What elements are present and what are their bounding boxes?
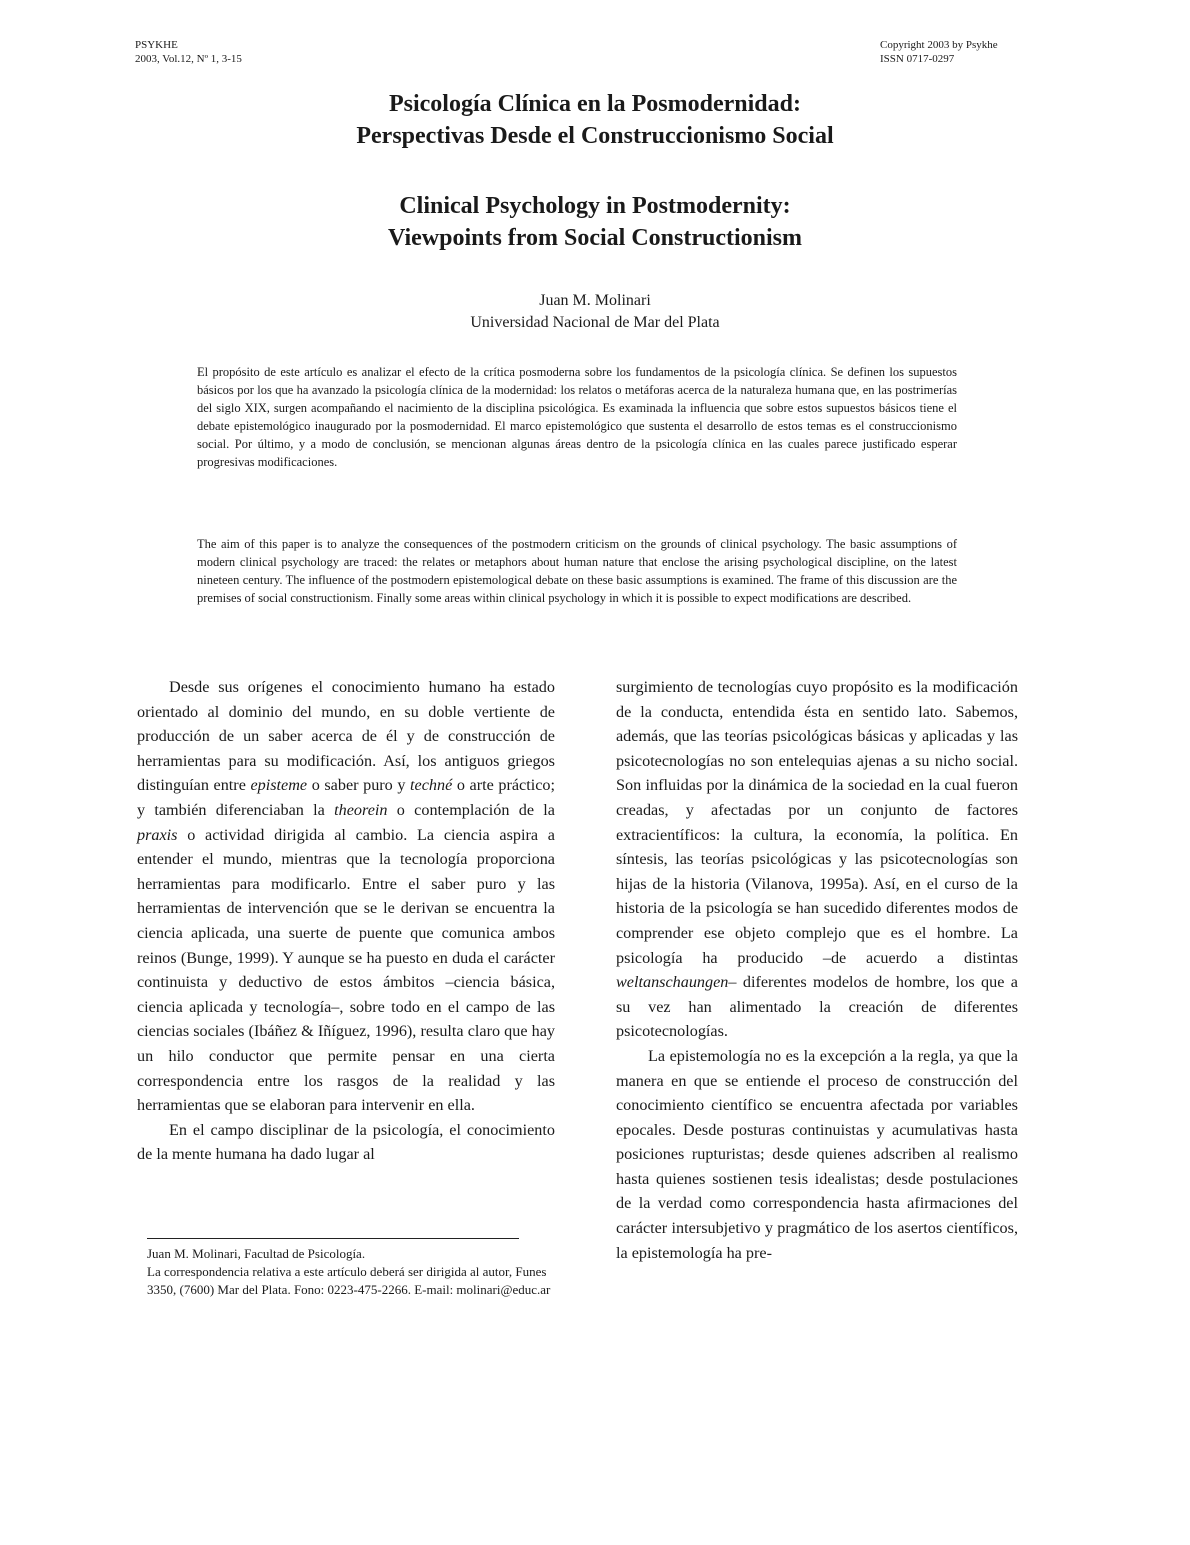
copyright-text: Copyright 2003 by Psykhe — [880, 39, 998, 51]
author-affiliation: Universidad Nacional de Mar del Plata — [470, 314, 720, 331]
abstract-spanish: El propósito de este artículo es analizar el efecto de la crítica posmoderna sobre los fundamentos de la psicología clínica. Se definen los supuestos básicos por los que ha avanzado la psicología clínica de la modernidad: los relatos o metáforas acerca de la naturaleza humana que, en las postrimerías del siglo XIX, surgen acompañando el nacimiento de la disciplina psicológica. Es examinada la influencia que sobre estos supuestos básicos tiene el debate epistemológico inaugurado por la posmodernidad. El marco epistemológico que sustenta el desarrollo de estos temas es el construccionismo social. Por último, y a modo de conclusión, se mencionan algunas áreas dentro de la psicología clínica en las cuales parece justificado esperar progresivas modificaciones. — [197, 365, 957, 469]
emphasis: praxis — [137, 825, 178, 844]
footnote — [147, 1245, 557, 1299]
body-column-left — [137, 675, 555, 1167]
author-name: Juan M. Molinari — [539, 292, 651, 309]
title-es-line2: Perspectivas Desde el Construccionismo Social — [356, 123, 834, 149]
footnote-divider — [147, 1238, 519, 1239]
abstract-english: The aim of this paper is to analyze the consequences of the postmodern criticism on the grounds of clinical psychology. The basic assumptions of modern clinical psychology are traced: the relates or metaphors about human nature that enclose the arising psychological discipline, on the latest nineteen century. The influence of the postmodern epistemological debate on these basic assumptions is examined. The frame of this discussion are the premises of social constructionism. Finally some areas within clinical psychology in which it is possible to expect modifications are described. — [197, 537, 957, 605]
issn-text: ISSN 0717-0297 — [880, 53, 955, 65]
emphasis: techné — [410, 776, 453, 795]
title-english — [0, 190, 1190, 254]
paragraph: En el campo disciplinar de la psicología, el conocimiento de la mente humana ha dado lugar al — [137, 1120, 555, 1164]
copyright-header — [880, 38, 998, 66]
footnote-line: Juan M. Molinari, Facultad de Psicología. — [147, 1246, 366, 1261]
paragraph: Desde sus orígenes el conocimiento humano ha estado orientado al dominio del mundo, en su doble vertiente de producción de un saber acerca de él y de construcción de herramientas para su modificación. Así, los antiguos griegos distinguían entre episteme o saber puro y techné o arte práctico; y también diferenciaban la theorein o contemplación de la praxis o actividad dirigida al cambio. La ciencia aspira a entender el mundo, mientras que la tecnología proporciona herramientas para modificarlo. Entre el saber puro y las herramientas de intervención que se le derivan se encuentra la ciencia aplicada, una suerte de puente que comunica ambos reinos (Bunge, 1999). Y aunque se ha puesto en duda el carácter continuista y deductivo de estos ámbitos –ciencia básica, ciencia aplicada y tecnología–, sobre todo en el campo de las ciencias sociales (Ibáñez & Iñíguez, 1996), resulta claro que hay un hilo conductor que permite pensar en una cierta correspondencia entre los rasgos de la realidad y las herramientas que se elaboran para intervenir en ella. — [137, 678, 556, 1115]
journal-header — [135, 38, 242, 66]
title-en-line1: Clinical Psychology in Postmodernity: — [399, 193, 791, 219]
author-block — [0, 290, 1190, 334]
volume-info: 2003, Vol.12, Nº 1, 3-15 — [135, 53, 242, 65]
title-en-line2: Viewpoints from Social Constructionism — [388, 225, 802, 251]
emphasis: theorein — [334, 800, 388, 819]
emphasis: weltanschaungen — [616, 973, 729, 992]
paragraph: surgimiento de tecnologías cuyo propósito es la modificación de la conducta, entendida ésta en sentido lato. Sabemos, además, que las teorías psicológicas básicas y aplicadas y las psicotecnologías no son entelequias ajenas a su nicho social. Son influidas por la dinámica de la sociedad en la cual fueron creadas, y afectadas por un conjunto de factores extracientíficos: la cultura, la economía, la política. En síntesis, las teorías psicológicas y las psicotecnologías son hijas de la historia (Vilanova, 1995a). Así, en el curso de la historia de la psicología se han sucedido diferentes modos de comprender ese objeto complejo que es el hombre. La psicología ha producido –de acuerdo a distintas weltanschaungen– diferentes modelos de hombre, los que a su vez han alimentado la creación de diferentes psicotecnologías. — [616, 678, 1018, 1041]
emphasis: episteme — [250, 776, 308, 795]
title-spanish — [0, 88, 1190, 152]
title-es-line1: Psicología Clínica en la Posmodernidad: — [388, 91, 801, 117]
paragraph: La epistemología no es la excepción a la regla, ya que la manera en que se entiende el proceso de construcción del conocimiento científico se encuentra afectada por variables epocales. Desde posturas continuistas y acumulativas hasta posiciones rupturistas; desde quienes adscriben al realismo hasta quienes sostienen tesis idealistas; desde postulaciones de la verdad como correspondencia hasta afirmaciones del carácter intersubjetivo y pragmático de los asertos científicos, la epistemología ha pre- — [616, 1046, 1018, 1262]
journal-name: PSYKHE — [135, 39, 178, 51]
body-column-right — [616, 675, 1018, 1265]
footnote-line: La correspondencia relativa a este artículo deberá ser dirigida al autor, Funes 3350, (7600) Mar del Plata. Fono: 0223-475-2266. E-mail: molinari@educ.ar — [147, 1264, 551, 1297]
